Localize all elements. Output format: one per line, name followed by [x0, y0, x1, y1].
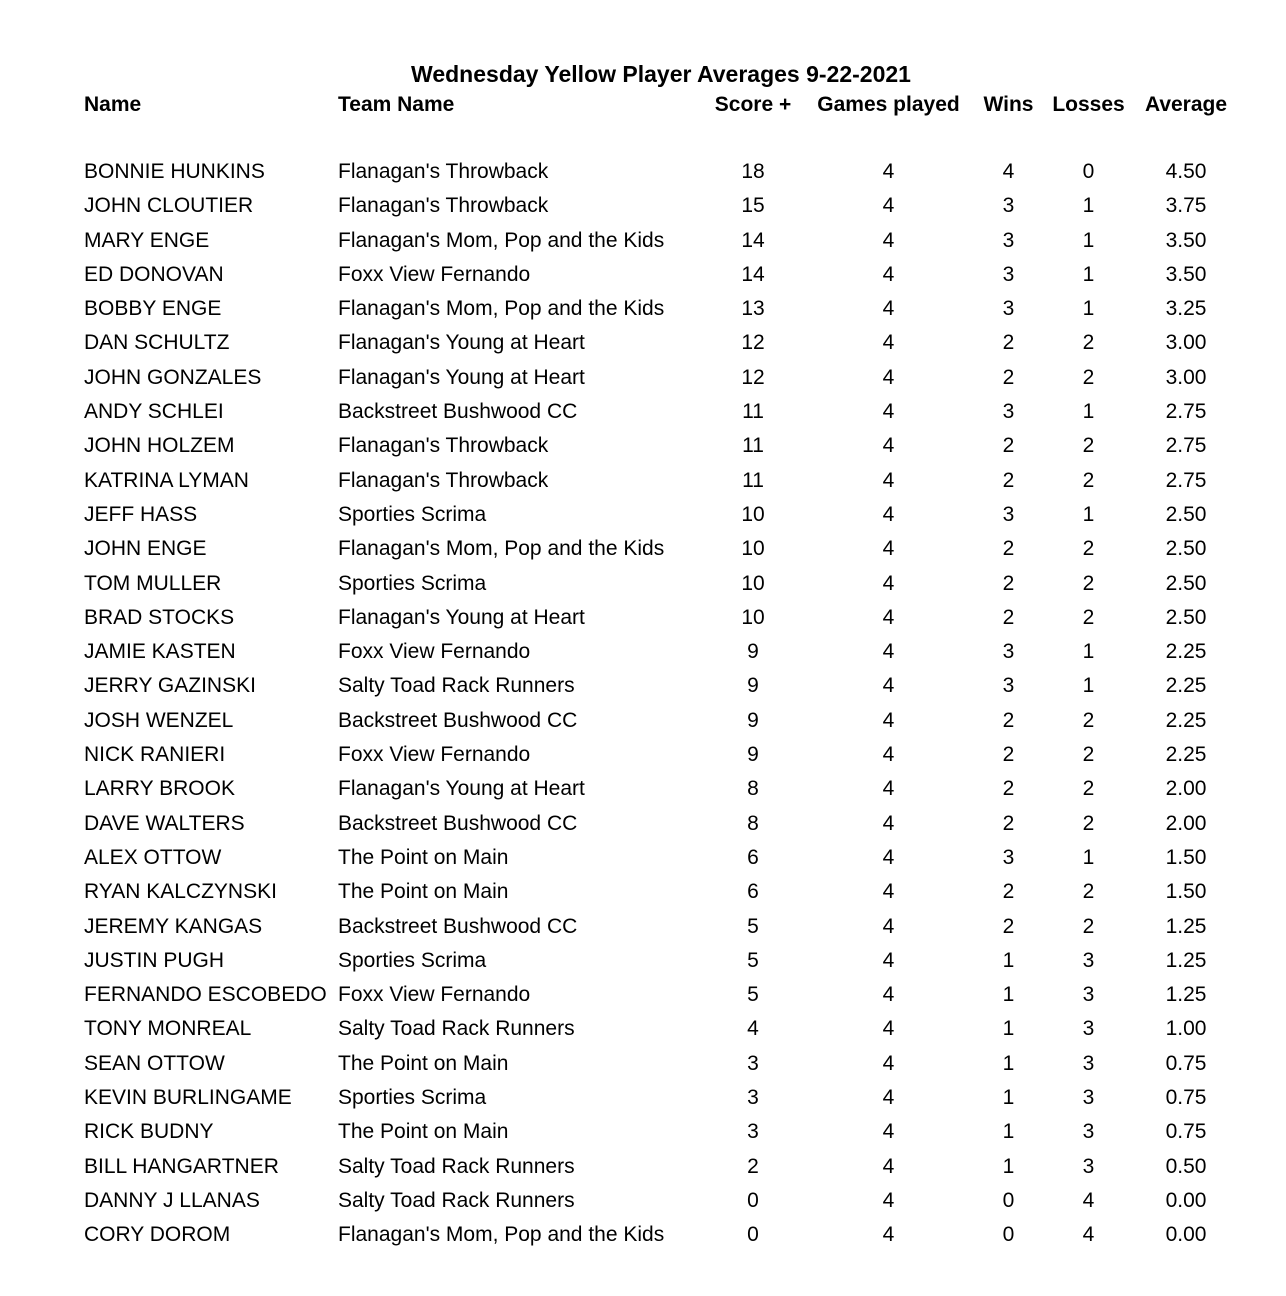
- cell-average: 2.75: [1165, 434, 1207, 458]
- cell-losses: 1: [1082, 845, 1095, 869]
- cell-games: 4: [882, 468, 895, 492]
- cell-score: 11: [742, 468, 764, 492]
- cell-name: FERNANDO ESCOBEDO: [84, 983, 327, 1007]
- cell-average: 1.00: [1165, 1017, 1207, 1041]
- table-row: [84, 1012, 1238, 1046]
- cell-wins: 4: [1002, 160, 1015, 183]
- cell-wins: 1: [1002, 983, 1015, 1007]
- cell-games: 4: [882, 983, 895, 1007]
- table-row: [84, 944, 1238, 978]
- cell-name: JERRY GAZINSKI: [84, 674, 256, 698]
- cell-score: 10: [741, 605, 765, 629]
- cell-wins: 2: [1002, 811, 1015, 835]
- cell-score: 15: [741, 194, 765, 218]
- cell-score: 12: [741, 365, 765, 389]
- cell-losses: 3: [1082, 1051, 1095, 1075]
- cell-name: JUSTIN PUGH: [84, 948, 225, 972]
- cell-team: The Point on Main: [338, 845, 509, 869]
- cell-team: Backstreet Bushwood CC: [338, 400, 578, 424]
- cell-games: 4: [882, 1120, 895, 1144]
- cell-average: 2.00: [1165, 811, 1207, 835]
- cell-name: JEREMY KANGAS: [84, 914, 263, 938]
- cell-losses: 1: [1082, 400, 1095, 424]
- cell-average: 3.00: [1165, 331, 1207, 355]
- cell-wins: 0: [1002, 1188, 1015, 1212]
- cell-name: LARRY BROOK: [84, 777, 235, 801]
- cell-team: Foxx View Fernando: [338, 640, 531, 664]
- cell-score: 10: [741, 502, 765, 526]
- cell-games: 4: [882, 228, 895, 252]
- cell-score: 3: [747, 1051, 759, 1075]
- table-row: [84, 567, 1238, 601]
- cell-losses: 1: [1082, 297, 1095, 321]
- cell-name: RYAN KALCZYNSKI: [84, 880, 277, 904]
- cell-name: CORY DOROM: [84, 1223, 231, 1247]
- cell-wins: 1: [1002, 948, 1015, 972]
- table-row: [84, 1047, 1238, 1081]
- cell-average: 0.00: [1165, 1223, 1207, 1247]
- cell-wins: 1: [1002, 1120, 1015, 1144]
- cell-score: 0: [747, 1223, 759, 1247]
- table-body: [84, 155, 1238, 1253]
- cell-games: 4: [882, 297, 895, 321]
- cell-losses: 1: [1082, 674, 1095, 698]
- cell-average: 4.50: [1165, 160, 1207, 183]
- cell-team: Sporties Scrima: [338, 948, 487, 972]
- cell-name: SEAN OTTOW: [84, 1051, 225, 1075]
- cell-score: 11: [742, 434, 764, 458]
- cell-losses: 2: [1082, 605, 1095, 629]
- cell-average: 3.00: [1165, 365, 1207, 389]
- cell-score: 3: [747, 1086, 759, 1110]
- cell-wins: 3: [1002, 297, 1015, 321]
- cell-losses: 1: [1082, 262, 1095, 286]
- cell-losses: 1: [1082, 228, 1095, 252]
- cell-average: 0.75: [1165, 1120, 1207, 1144]
- cell-score: 4: [747, 1017, 759, 1041]
- cell-name: JOSH WENZEL: [84, 708, 234, 732]
- cell-losses: 2: [1082, 365, 1095, 389]
- cell-losses: 2: [1082, 708, 1095, 732]
- cell-team: Foxx View Fernando: [338, 743, 531, 767]
- cell-score: 5: [747, 983, 759, 1007]
- cell-name: ALEX OTTOW: [84, 845, 222, 869]
- cell-wins: 2: [1002, 468, 1015, 492]
- cell-wins: 2: [1002, 331, 1015, 355]
- cell-games: 4: [882, 537, 895, 561]
- cell-losses: 2: [1082, 914, 1095, 938]
- page-title: Wednesday Yellow Player Averages 9-22-2021: [411, 61, 911, 87]
- cell-average: 2.75: [1165, 400, 1207, 424]
- cell-wins: 2: [1002, 605, 1015, 629]
- cell-score: 5: [747, 914, 759, 938]
- cell-team: Flanagan's Throwback: [338, 194, 549, 218]
- column-header-team: Team Name: [338, 93, 455, 116]
- cell-average: 2.25: [1165, 640, 1207, 664]
- cell-games: 4: [882, 605, 895, 629]
- cell-games: 4: [882, 1086, 895, 1110]
- cell-team: Foxx View Fernando: [338, 983, 531, 1007]
- cell-score: 13: [741, 297, 765, 321]
- cell-losses: 1: [1082, 640, 1095, 664]
- table-row: [84, 498, 1238, 532]
- cell-losses: 1: [1082, 194, 1095, 218]
- table-row: [84, 807, 1238, 841]
- cell-wins: 3: [1002, 262, 1015, 286]
- table-row: [84, 464, 1238, 498]
- table-row: [84, 292, 1238, 326]
- column-header-games: Games played: [817, 93, 960, 116]
- cell-score: 9: [747, 674, 759, 698]
- cell-average: 3.25: [1165, 297, 1207, 321]
- table-row: [84, 224, 1238, 258]
- cell-name: ANDY SCHLEI: [84, 400, 224, 424]
- cell-games: 4: [882, 1051, 895, 1075]
- cell-team: The Point on Main: [338, 1051, 509, 1075]
- cell-average: 2.25: [1165, 708, 1207, 732]
- cell-wins: 1: [1002, 1017, 1015, 1041]
- table-row: [84, 258, 1238, 292]
- cell-average: 2.25: [1165, 743, 1207, 767]
- cell-games: 4: [882, 571, 895, 595]
- cell-name: BOBBY ENGE: [84, 297, 222, 321]
- cell-average: 2.00: [1165, 777, 1207, 801]
- cell-name: RICK BUDNY: [84, 1120, 214, 1144]
- cell-score: 8: [747, 811, 759, 835]
- cell-wins: 3: [1002, 194, 1015, 218]
- cell-team: Sporties Scrima: [338, 1086, 487, 1110]
- cell-losses: 3: [1082, 948, 1095, 972]
- cell-wins: 2: [1002, 537, 1015, 561]
- cell-team: Flanagan's Mom, Pop and the Kids: [338, 297, 665, 321]
- cell-team: Flanagan's Throwback: [338, 434, 549, 458]
- cell-score: 5: [747, 948, 759, 972]
- cell-name: JOHN ENGE: [84, 537, 207, 561]
- cell-losses: 2: [1082, 571, 1095, 595]
- cell-average: 1.25: [1165, 948, 1207, 972]
- cell-wins: 2: [1002, 777, 1015, 801]
- table-row: [84, 704, 1238, 738]
- column-header-score: Score +: [714, 93, 792, 116]
- cell-games: 4: [882, 743, 895, 767]
- cell-score: 10: [741, 537, 765, 561]
- cell-games: 4: [882, 914, 895, 938]
- cell-team: Sporties Scrima: [338, 571, 487, 595]
- cell-average: 3.50: [1165, 228, 1207, 252]
- cell-team: Salty Toad Rack Runners: [338, 1188, 575, 1212]
- table-row: [84, 910, 1238, 944]
- cell-games: 4: [882, 194, 895, 218]
- cell-games: 4: [882, 502, 895, 526]
- cell-team: Flanagan's Young at Heart: [338, 365, 585, 389]
- cell-losses: 2: [1082, 537, 1095, 561]
- cell-name: KATRINA LYMAN: [84, 468, 249, 492]
- cell-average: 2.50: [1165, 502, 1207, 526]
- table-row: [84, 189, 1238, 223]
- cell-score: 18: [741, 160, 765, 183]
- table-header-row: [84, 88, 1238, 122]
- cell-score: 9: [747, 640, 759, 664]
- cell-name: BILL HANGARTNER: [84, 1154, 279, 1178]
- cell-games: 4: [882, 1154, 895, 1178]
- cell-score: 12: [741, 331, 765, 355]
- table-row: [84, 429, 1238, 463]
- cell-team: Backstreet Bushwood CC: [338, 914, 578, 938]
- table-row: [84, 326, 1238, 360]
- cell-team: Salty Toad Rack Runners: [338, 1154, 575, 1178]
- table-row: [84, 875, 1238, 909]
- cell-name: DANNY J LLANAS: [84, 1188, 260, 1212]
- cell-score: 9: [747, 743, 759, 767]
- table-row: [84, 978, 1238, 1012]
- cell-wins: 2: [1002, 434, 1015, 458]
- cell-average: 2.50: [1165, 571, 1207, 595]
- cell-team: Flanagan's Young at Heart: [338, 777, 585, 801]
- cell-games: 4: [882, 1223, 895, 1247]
- cell-name: TOM MULLER: [84, 571, 222, 595]
- cell-average: 0.50: [1165, 1154, 1207, 1178]
- cell-team: Flanagan's Young at Heart: [338, 605, 585, 629]
- cell-games: 4: [882, 1188, 895, 1212]
- cell-wins: 2: [1002, 743, 1015, 767]
- cell-losses: 2: [1082, 434, 1095, 458]
- cell-name: BONNIE HUNKINS: [84, 160, 265, 183]
- cell-losses: 3: [1082, 1017, 1095, 1041]
- cell-games: 4: [882, 160, 895, 183]
- cell-games: 4: [882, 1017, 895, 1041]
- cell-team: Flanagan's Throwback: [338, 160, 549, 183]
- cell-losses: 1: [1082, 502, 1095, 526]
- cell-average: 1.50: [1165, 880, 1207, 904]
- table-row: [84, 1150, 1238, 1184]
- cell-team: Flanagan's Mom, Pop and the Kids: [338, 228, 665, 252]
- cell-name: MARY ENGE: [84, 228, 210, 252]
- column-header-average: Average: [1144, 93, 1228, 116]
- cell-wins: 1: [1002, 1086, 1015, 1110]
- cell-name: ED DONOVAN: [84, 262, 224, 286]
- cell-score: 14: [741, 228, 765, 252]
- table-row: [84, 1115, 1238, 1149]
- cell-name: JOHN CLOUTIER: [84, 194, 254, 218]
- cell-team: The Point on Main: [338, 1120, 509, 1144]
- cell-name: JEFF HASS: [84, 502, 198, 526]
- cell-team: Backstreet Bushwood CC: [338, 811, 578, 835]
- cell-wins: 3: [1002, 845, 1015, 869]
- cell-score: 2: [747, 1154, 759, 1178]
- table-row: [84, 532, 1238, 566]
- cell-games: 4: [882, 845, 895, 869]
- table-row: [84, 395, 1238, 429]
- cell-losses: 2: [1082, 880, 1095, 904]
- cell-average: 0.75: [1165, 1051, 1207, 1075]
- cell-average: 3.75: [1165, 194, 1207, 218]
- cell-wins: 3: [1002, 400, 1015, 424]
- cell-losses: 2: [1082, 331, 1095, 355]
- cell-wins: 2: [1002, 571, 1015, 595]
- cell-name: DAN SCHULTZ: [84, 331, 230, 355]
- table-row: [84, 1218, 1238, 1252]
- table-row: [84, 601, 1238, 635]
- cell-score: 14: [741, 262, 765, 286]
- table-row: [84, 1184, 1238, 1218]
- cell-games: 4: [882, 777, 895, 801]
- cell-wins: 1: [1002, 1154, 1015, 1178]
- cell-losses: 2: [1082, 811, 1095, 835]
- cell-name: JOHN GONZALES: [84, 365, 262, 389]
- table-row: [84, 635, 1238, 669]
- cell-losses: 2: [1082, 468, 1095, 492]
- cell-losses: 4: [1082, 1223, 1095, 1247]
- cell-wins: 3: [1002, 640, 1015, 664]
- table-row: [84, 772, 1238, 806]
- cell-team: Salty Toad Rack Runners: [338, 674, 575, 698]
- cell-losses: 3: [1082, 1154, 1095, 1178]
- cell-games: 4: [882, 880, 895, 904]
- cell-games: 4: [882, 400, 895, 424]
- cell-score: 10: [741, 571, 765, 595]
- table-row: [84, 1081, 1238, 1115]
- cell-losses: 3: [1082, 983, 1095, 1007]
- cell-losses: 3: [1082, 1120, 1095, 1144]
- cell-average: 1.50: [1165, 845, 1207, 869]
- cell-average: 1.25: [1165, 983, 1207, 1007]
- cell-score: 11: [742, 400, 764, 424]
- cell-score: 0: [747, 1188, 759, 1212]
- cell-losses: 2: [1082, 777, 1095, 801]
- cell-average: 0.00: [1165, 1188, 1207, 1212]
- table-row: [84, 155, 1238, 189]
- cell-name: JOHN HOLZEM: [84, 434, 235, 458]
- cell-average: 0.75: [1165, 1086, 1207, 1110]
- column-header-name: Name: [84, 93, 142, 116]
- cell-games: 4: [882, 640, 895, 664]
- cell-wins: 2: [1002, 365, 1015, 389]
- cell-games: 4: [882, 331, 895, 355]
- cell-average: 1.25: [1165, 914, 1207, 938]
- cell-name: DAVE WALTERS: [84, 811, 245, 835]
- column-header-losses: Losses: [1052, 93, 1125, 116]
- cell-games: 4: [882, 674, 895, 698]
- cell-losses: 2: [1082, 743, 1095, 767]
- cell-team: Sporties Scrima: [338, 502, 487, 526]
- cell-average: 2.50: [1165, 605, 1207, 629]
- cell-wins: 2: [1002, 914, 1015, 938]
- cell-team: Backstreet Bushwood CC: [338, 708, 578, 732]
- cell-score: 8: [747, 777, 759, 801]
- cell-games: 4: [882, 365, 895, 389]
- cell-wins: 0: [1002, 1223, 1015, 1247]
- cell-wins: 3: [1002, 228, 1015, 252]
- column-header-wins: Wins: [983, 93, 1034, 116]
- cell-games: 4: [882, 948, 895, 972]
- cell-name: KEVIN BURLINGAME: [84, 1086, 292, 1110]
- cell-wins: 3: [1002, 502, 1015, 526]
- cell-average: 2.50: [1165, 537, 1207, 561]
- cell-score: 6: [747, 880, 759, 904]
- cell-team: Flanagan's Mom, Pop and the Kids: [338, 1223, 665, 1247]
- cell-losses: 0: [1082, 160, 1095, 183]
- cell-wins: 2: [1002, 708, 1015, 732]
- cell-team: The Point on Main: [338, 880, 509, 904]
- cell-team: Flanagan's Mom, Pop and the Kids: [338, 537, 665, 561]
- table-row: [84, 738, 1238, 772]
- cell-games: 4: [882, 262, 895, 286]
- cell-team: Flanagan's Young at Heart: [338, 331, 585, 355]
- cell-score: 3: [747, 1120, 759, 1144]
- cell-average: 3.50: [1165, 262, 1207, 286]
- cell-score: 6: [747, 845, 759, 869]
- cell-team: Foxx View Fernando: [338, 262, 531, 286]
- cell-games: 4: [882, 708, 895, 732]
- cell-wins: 2: [1002, 880, 1015, 904]
- cell-name: JAMIE KASTEN: [84, 640, 236, 664]
- cell-losses: 3: [1082, 1086, 1095, 1110]
- cell-losses: 4: [1082, 1188, 1095, 1212]
- table-row: [84, 669, 1238, 703]
- table-row: [84, 841, 1238, 875]
- cell-score: 9: [747, 708, 759, 732]
- cell-name: TONY MONREAL: [84, 1017, 252, 1041]
- cell-team: Salty Toad Rack Runners: [338, 1017, 575, 1041]
- cell-average: 2.25: [1165, 674, 1207, 698]
- cell-team: Flanagan's Throwback: [338, 468, 549, 492]
- cell-name: NICK RANIERI: [84, 743, 226, 767]
- cell-name: BRAD STOCKS: [84, 605, 235, 629]
- cell-wins: 3: [1002, 674, 1015, 698]
- cell-games: 4: [882, 811, 895, 835]
- cell-wins: 1: [1002, 1051, 1015, 1075]
- table-row: [84, 361, 1238, 395]
- cell-games: 4: [882, 434, 895, 458]
- cell-average: 2.75: [1165, 468, 1207, 492]
